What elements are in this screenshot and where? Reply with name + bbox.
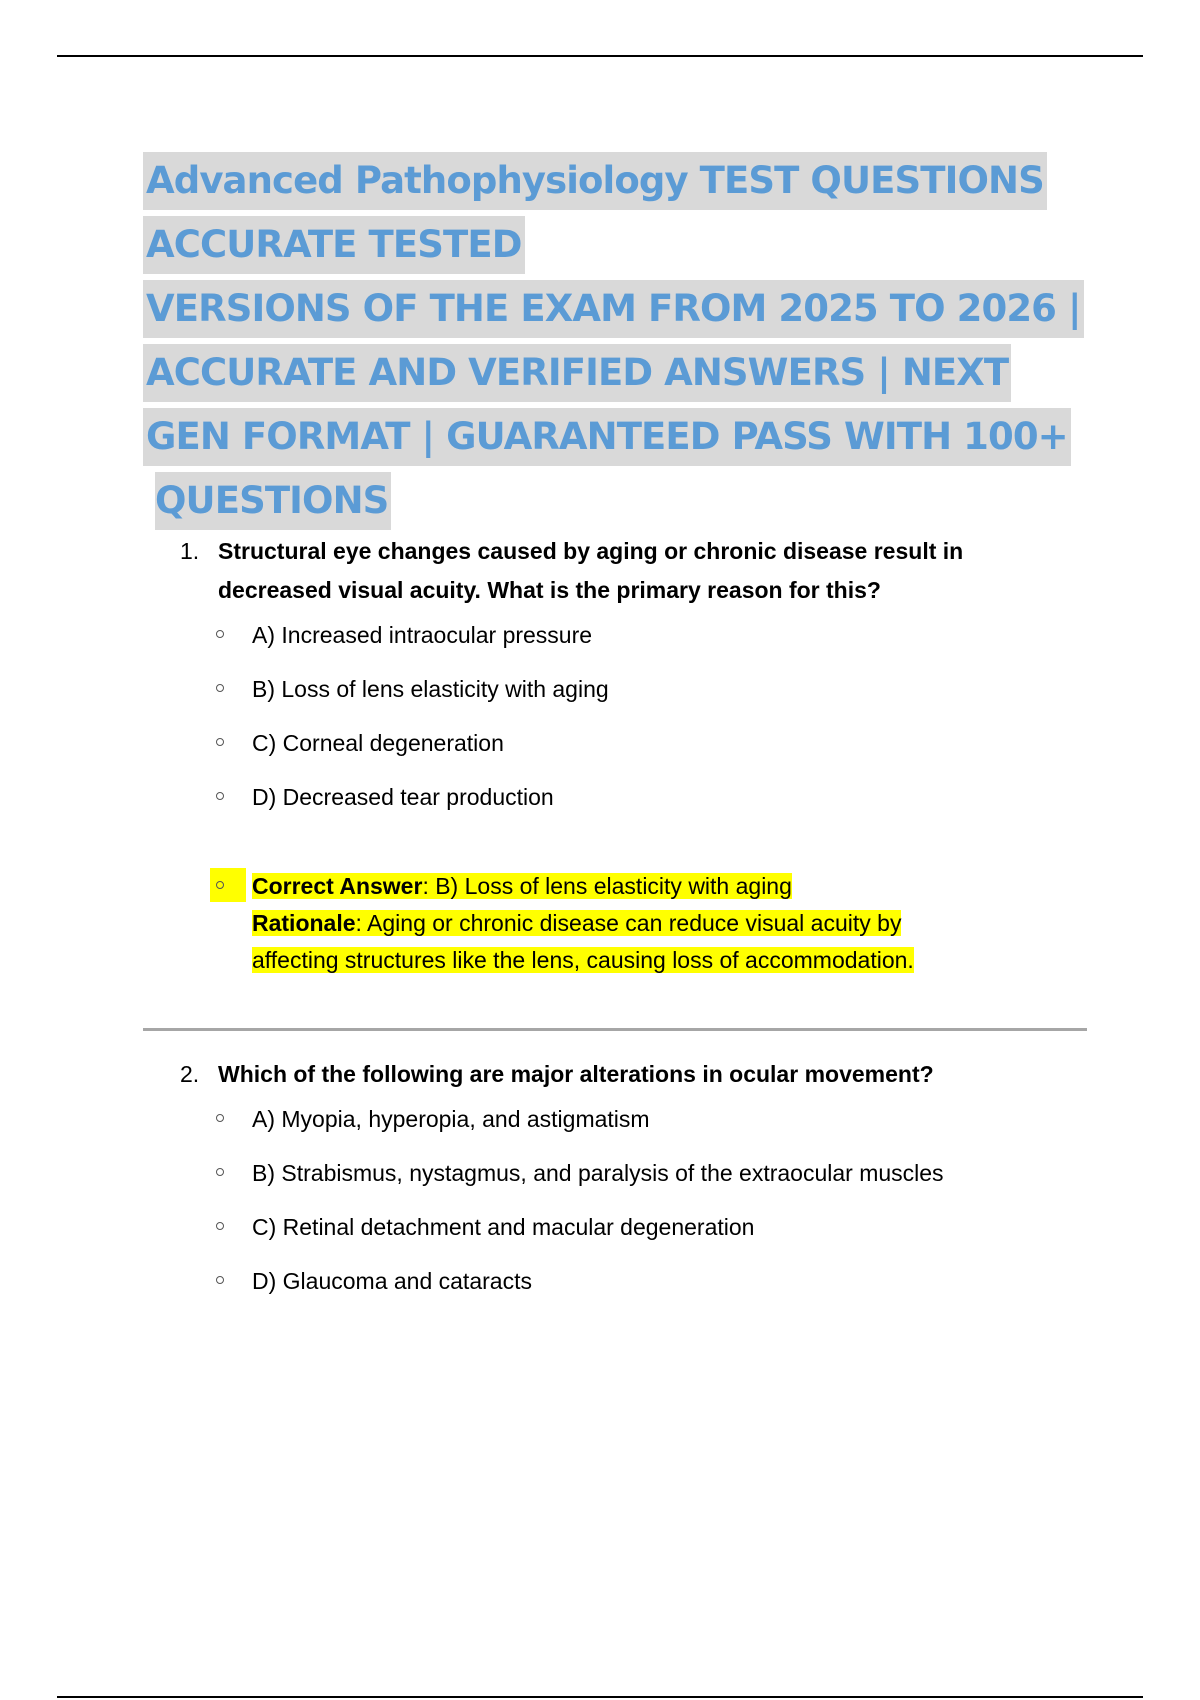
title-line [143, 152, 1103, 216]
rationale-label: Rationale [252, 910, 356, 936]
title-text: GEN FORMAT | GUARANTEED PASS WITH 100+ [143, 408, 1071, 466]
title-line [143, 216, 1103, 280]
title-text: ACCURATE TESTED [143, 216, 525, 274]
circle-bullet-icon [216, 738, 224, 746]
question-number: 1. [180, 538, 200, 564]
option-text: B) Loss of lens elasticity with aging [252, 676, 609, 702]
title-text: Advanced Pathophysiology TEST QUESTIONS [143, 152, 1047, 210]
option-text: D) Glaucoma and cataracts [252, 1268, 532, 1294]
option-d [252, 1264, 1080, 1318]
question-1-options [180, 618, 1080, 979]
option-text: B) Strabismus, nystagmus, and paralysis of the extraocular muscles [252, 1160, 944, 1186]
question-1 [180, 532, 1080, 979]
circle-bullet-icon [216, 792, 224, 800]
circle-bullet-icon [216, 1222, 224, 1230]
option-text: A) Myopia, hyperopia, and astigmatism [252, 1106, 650, 1132]
title-line [143, 472, 1103, 536]
option-a [252, 618, 1080, 672]
rationale-line [252, 942, 1080, 979]
correct-answer-line [252, 868, 1080, 905]
rationale-text: affecting structures like the lens, causing loss of accommodation. [252, 947, 914, 973]
question-2-prompt [180, 1055, 1080, 1094]
document-title [143, 152, 1103, 536]
option-text: A) Increased intraocular pressure [252, 622, 593, 648]
option-text: D) Decreased tear production [252, 784, 554, 810]
title-line [143, 344, 1103, 408]
circle-bullet-icon [216, 684, 224, 692]
option-a [252, 1102, 1080, 1156]
question-2 [180, 1055, 1080, 1318]
option-text: C) Corneal degeneration [252, 730, 504, 756]
question-text-line: decreased visual acuity. What is the primary reason for this? [218, 577, 881, 603]
circle-bullet-icon [216, 1168, 224, 1176]
answer-bullet [210, 868, 246, 902]
title-text: QUESTIONS [155, 472, 391, 530]
option-d [252, 780, 1080, 834]
circle-bullet-icon [216, 630, 224, 638]
rationale-line [252, 905, 1080, 942]
footer-rule [57, 1696, 1143, 1698]
correct-answer-value: : B) Loss of lens elasticity with aging [422, 873, 792, 899]
rationale-text: : Aging or chronic disease can reduce visual acuity by [355, 910, 902, 936]
correct-answer-label: Correct Answer [252, 873, 423, 899]
option-b [252, 672, 1080, 726]
question-divider [143, 1028, 1087, 1031]
title-text: VERSIONS OF THE EXAM FROM 2025 TO 2026 | [143, 280, 1084, 338]
question-number: 2. [180, 1061, 200, 1087]
option-b [252, 1156, 1080, 1210]
option-text: C) Retinal detachment and macular degeneration [252, 1214, 755, 1240]
circle-bullet-icon [216, 1276, 224, 1284]
title-text: ACCURATE AND VERIFIED ANSWERS | NEXT [143, 344, 1011, 402]
title-line [143, 280, 1103, 344]
header-rule [57, 55, 1143, 57]
option-c [252, 726, 1080, 780]
circle-bullet-icon [216, 881, 224, 889]
question-2-options [180, 1102, 1080, 1318]
question-text-line: Structural eye changes caused by aging or chronic disease result in [218, 538, 964, 564]
question-1-prompt [180, 532, 1080, 610]
title-line [143, 408, 1103, 472]
answer-block [252, 868, 1080, 979]
question-text-line: Which of the following are major alterations in ocular movement? [218, 1061, 934, 1087]
option-c [252, 1210, 1080, 1264]
circle-bullet-icon [216, 1114, 224, 1122]
